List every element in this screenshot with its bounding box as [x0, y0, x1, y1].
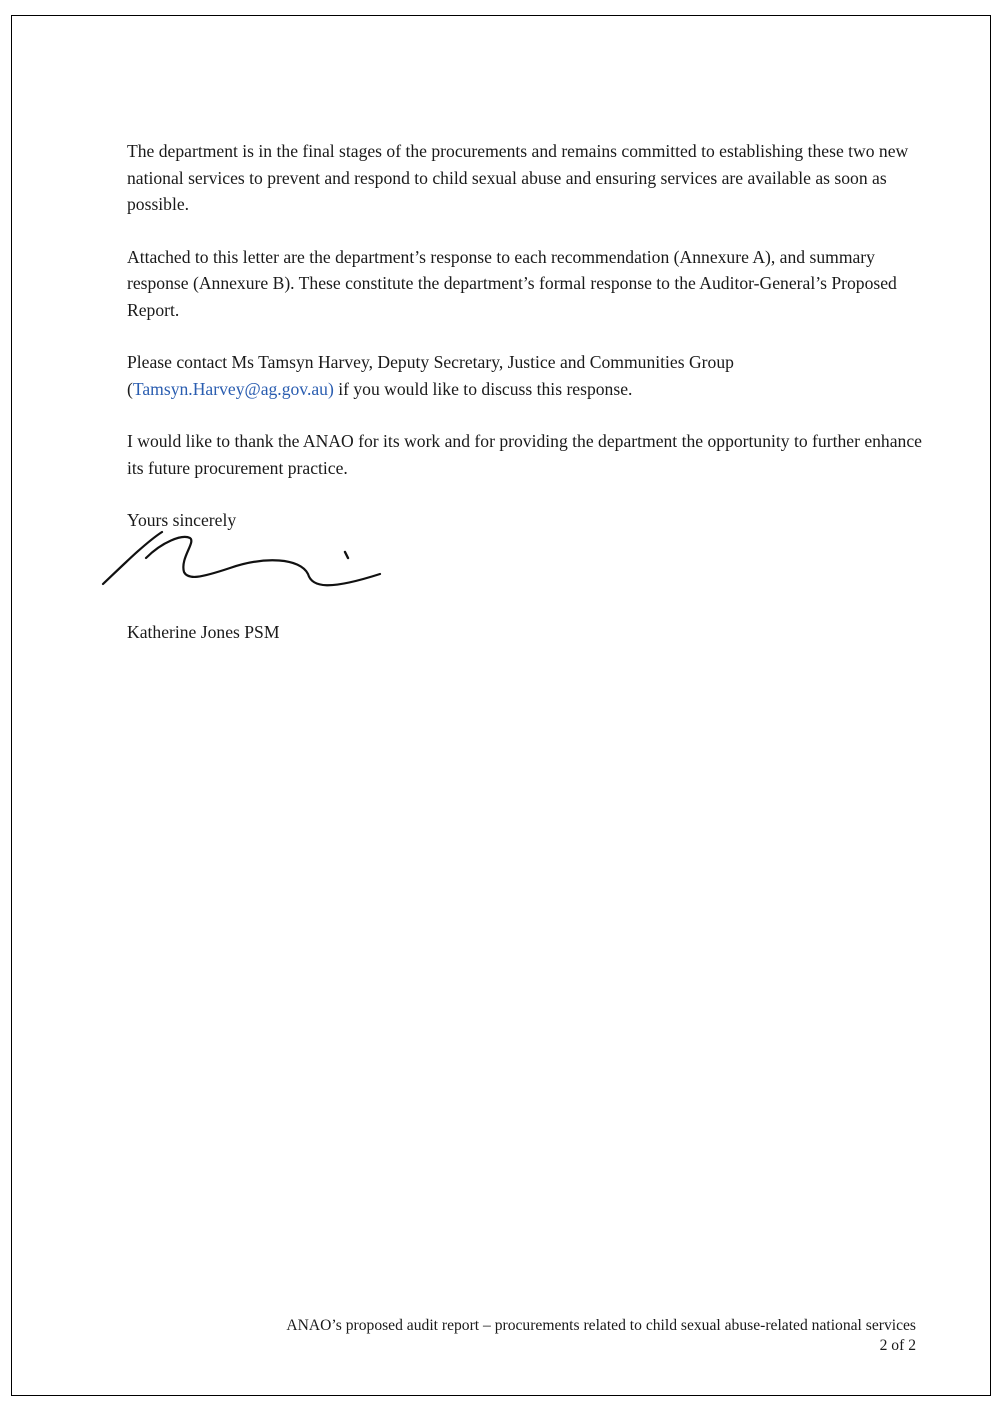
- paragraph-attachments: Attached to this letter are the department’s response to each recommendation (Annexure A), and summary response (Annexure B). These constitute the department’s formal response to the Auditor-General’s Proposed Report.: [127, 246, 897, 320]
- paragraph-procurement-status: The department is in the final stages of the procurements and remains committed to establishing these two new national services to prevent and respond to child sexual abuse and ensuring services are available as soon as possible.: [127, 141, 909, 214]
- signatory-name: Katherine Jones PSM: [127, 622, 280, 642]
- letter-body: [127, 138, 927, 534]
- contact-text-end: if you would like to discuss this response.: [333, 378, 633, 399]
- signature-image: [100, 528, 390, 598]
- footer-page-number: 2 of 2: [879, 1337, 916, 1354]
- contact-email-link[interactable]: Tamsyn.Harvey@ag.gov.au): [132, 378, 334, 399]
- contact-text: Please contact Ms Tamsyn Harvey, Deputy Secretary, Justice and Communities Group (: [127, 352, 734, 399]
- paragraph-contact: [127, 349, 927, 402]
- closing-salutation: Yours sincerely: [127, 510, 237, 530]
- paragraph-thanks: I would like to thank the ANAO for its work and for providing the department the opportunity to further enhance its future procurement practice.: [127, 431, 922, 478]
- page-footer: [286, 1316, 916, 1356]
- footer-report-title: ANAO’s proposed audit report – procurements related to child sexual abuse-related national services: [286, 1317, 916, 1334]
